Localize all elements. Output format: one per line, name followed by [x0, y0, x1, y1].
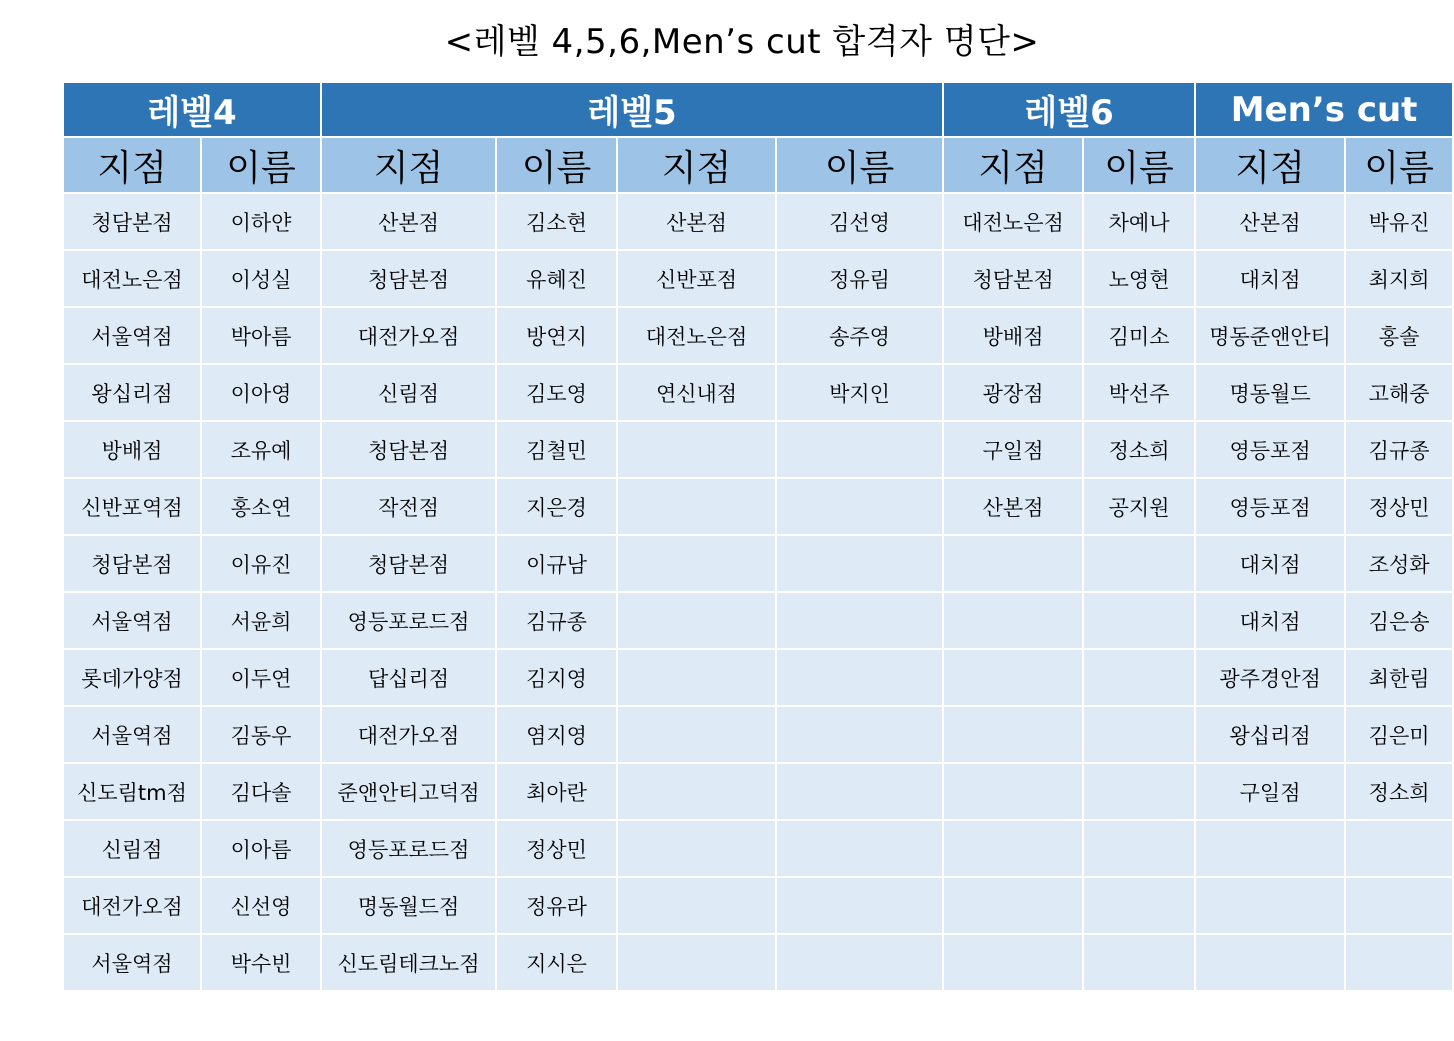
branch-cell: 대전노은점 — [617, 307, 776, 364]
name-cell — [776, 820, 943, 877]
branch-cell — [617, 820, 776, 877]
branch-cell: 산본점 — [943, 478, 1083, 535]
name-cell: 홍소연 — [201, 478, 321, 535]
name-cell: 이아름 — [201, 820, 321, 877]
branch-cell — [943, 535, 1083, 592]
branch-cell — [943, 820, 1083, 877]
name-cell: 신선영 — [201, 877, 321, 934]
branch-cell: 신도림테크노점 — [321, 934, 496, 991]
branch-cell: 청담본점 — [943, 250, 1083, 307]
name-cell — [1083, 877, 1195, 934]
name-cell: 김소현 — [496, 193, 617, 250]
name-cell: 김다솔 — [201, 763, 321, 820]
branch-cell: 왕십리점 — [63, 364, 201, 421]
branch-cell — [617, 649, 776, 706]
branch-cell: 답십리점 — [321, 649, 496, 706]
name-cell: 노영현 — [1083, 250, 1195, 307]
column-header-branch: 지점 — [617, 137, 776, 193]
column-header-branch: 지점 — [63, 137, 201, 193]
name-cell — [1345, 820, 1453, 877]
branch-cell — [943, 763, 1083, 820]
name-cell: 차예나 — [1083, 193, 1195, 250]
branch-cell — [943, 934, 1083, 991]
name-cell: 박유진 — [1345, 193, 1453, 250]
name-cell: 박수빈 — [201, 934, 321, 991]
table-row — [63, 820, 1453, 877]
branch-cell: 왕십리점 — [1195, 706, 1345, 763]
branch-cell: 신림점 — [321, 364, 496, 421]
branch-cell: 대치점 — [1195, 592, 1345, 649]
branch-cell — [1195, 934, 1345, 991]
branch-cell — [617, 535, 776, 592]
name-cell: 김동우 — [201, 706, 321, 763]
name-cell: 서윤희 — [201, 592, 321, 649]
branch-cell — [617, 934, 776, 991]
table-row — [63, 193, 1453, 250]
name-cell: 정상민 — [1345, 478, 1453, 535]
branch-cell — [617, 421, 776, 478]
name-cell: 이아영 — [201, 364, 321, 421]
branch-cell: 서울역점 — [63, 934, 201, 991]
column-header-branch: 지점 — [943, 137, 1083, 193]
name-cell — [776, 535, 943, 592]
name-cell: 유혜진 — [496, 250, 617, 307]
branch-cell: 연신내점 — [617, 364, 776, 421]
branch-cell: 서울역점 — [63, 592, 201, 649]
column-header-row — [63, 137, 1453, 193]
name-cell — [776, 706, 943, 763]
level-header-6: 레벨6 — [943, 82, 1195, 137]
name-cell — [1083, 592, 1195, 649]
branch-cell: 준앤안티고덕점 — [321, 763, 496, 820]
name-cell: 정유라 — [496, 877, 617, 934]
branch-cell — [943, 877, 1083, 934]
level-header-5: 레벨5 — [321, 82, 943, 137]
name-cell: 김도영 — [496, 364, 617, 421]
name-cell: 지시은 — [496, 934, 617, 991]
name-cell: 정유림 — [776, 250, 943, 307]
column-header-name: 이름 — [496, 137, 617, 193]
name-cell — [776, 592, 943, 649]
branch-cell: 청담본점 — [63, 193, 201, 250]
branch-cell: 대치점 — [1195, 535, 1345, 592]
name-cell: 정상민 — [496, 820, 617, 877]
branch-cell — [617, 763, 776, 820]
name-cell — [1345, 877, 1453, 934]
branch-cell: 명동준앤안티 — [1195, 307, 1345, 364]
branch-cell: 산본점 — [321, 193, 496, 250]
name-cell: 이하얀 — [201, 193, 321, 250]
name-cell: 정소희 — [1345, 763, 1453, 820]
table-row — [63, 535, 1453, 592]
branch-cell: 광장점 — [943, 364, 1083, 421]
branch-cell — [617, 478, 776, 535]
column-header-name: 이름 — [776, 137, 943, 193]
branch-cell: 신도림tm점 — [63, 763, 201, 820]
name-cell: 김지영 — [496, 649, 617, 706]
branch-cell: 대전노은점 — [943, 193, 1083, 250]
column-header-name: 이름 — [1083, 137, 1195, 193]
name-cell — [776, 934, 943, 991]
table-row — [63, 307, 1453, 364]
table-row — [63, 250, 1453, 307]
branch-cell: 서울역점 — [63, 706, 201, 763]
branch-cell — [1195, 820, 1345, 877]
branch-cell: 청담본점 — [63, 535, 201, 592]
name-cell: 김규종 — [1345, 421, 1453, 478]
name-cell — [1083, 535, 1195, 592]
name-cell: 방연지 — [496, 307, 617, 364]
branch-cell: 대전가오점 — [63, 877, 201, 934]
name-cell — [776, 763, 943, 820]
branch-cell: 산본점 — [617, 193, 776, 250]
branch-cell: 방배점 — [943, 307, 1083, 364]
name-cell: 이유진 — [201, 535, 321, 592]
branch-cell: 구일점 — [1195, 763, 1345, 820]
table-row — [63, 421, 1453, 478]
name-cell — [1083, 820, 1195, 877]
table-row — [63, 706, 1453, 763]
branch-cell: 영등포점 — [1195, 421, 1345, 478]
name-cell: 박아름 — [201, 307, 321, 364]
page-title: <레벨 4,5,6,Men’s cut 합격자 명단> — [444, 22, 1040, 62]
branch-cell: 대전가오점 — [321, 706, 496, 763]
name-cell: 박선주 — [1083, 364, 1195, 421]
name-cell: 김철민 — [496, 421, 617, 478]
name-cell — [776, 877, 943, 934]
name-cell — [776, 478, 943, 535]
passer-roster-table — [62, 81, 1454, 992]
table-row — [63, 763, 1453, 820]
name-cell: 지은경 — [496, 478, 617, 535]
branch-cell — [943, 592, 1083, 649]
name-cell: 이규남 — [496, 535, 617, 592]
name-cell: 김미소 — [1083, 307, 1195, 364]
level-header-4: 레벨4 — [63, 82, 321, 137]
column-header-branch: 지점 — [321, 137, 496, 193]
branch-cell — [617, 877, 776, 934]
branch-cell: 롯데가양점 — [63, 649, 201, 706]
branch-cell: 청담본점 — [321, 535, 496, 592]
branch-cell: 신림점 — [63, 820, 201, 877]
name-cell: 김은미 — [1345, 706, 1453, 763]
name-cell: 조성화 — [1345, 535, 1453, 592]
name-cell: 김규종 — [496, 592, 617, 649]
name-cell: 김선영 — [776, 193, 943, 250]
branch-cell: 영등포로드점 — [321, 592, 496, 649]
name-cell: 최지희 — [1345, 250, 1453, 307]
name-cell — [1083, 934, 1195, 991]
branch-cell: 구일점 — [943, 421, 1083, 478]
name-cell: 정소희 — [1083, 421, 1195, 478]
branch-cell — [943, 649, 1083, 706]
name-cell: 이두연 — [201, 649, 321, 706]
branch-cell: 작전점 — [321, 478, 496, 535]
name-cell: 송주영 — [776, 307, 943, 364]
branch-cell: 명동월드점 — [321, 877, 496, 934]
name-cell — [1083, 706, 1195, 763]
table-row — [63, 478, 1453, 535]
name-cell — [776, 649, 943, 706]
level-header-row — [63, 82, 1453, 137]
name-cell — [1083, 763, 1195, 820]
branch-cell — [943, 706, 1083, 763]
branch-cell: 청담본점 — [321, 250, 496, 307]
name-cell: 최한림 — [1345, 649, 1453, 706]
branch-cell — [1195, 877, 1345, 934]
branch-cell: 명동월드 — [1195, 364, 1345, 421]
branch-cell: 방배점 — [63, 421, 201, 478]
branch-cell: 신반포점 — [617, 250, 776, 307]
column-header-branch: 지점 — [1195, 137, 1345, 193]
name-cell — [1345, 934, 1453, 991]
level-header-mens-cut: Men’s cut — [1195, 82, 1453, 137]
name-cell: 공지원 — [1083, 478, 1195, 535]
name-cell: 최아란 — [496, 763, 617, 820]
branch-cell: 영등포로드점 — [321, 820, 496, 877]
branch-cell: 서울역점 — [63, 307, 201, 364]
branch-cell: 영등포점 — [1195, 478, 1345, 535]
table-row — [63, 877, 1453, 934]
name-cell: 김은송 — [1345, 592, 1453, 649]
branch-cell: 광주경안점 — [1195, 649, 1345, 706]
name-cell — [776, 421, 943, 478]
branch-cell — [617, 706, 776, 763]
table-row — [63, 364, 1453, 421]
branch-cell: 신반포역점 — [63, 478, 201, 535]
branch-cell: 대치점 — [1195, 250, 1345, 307]
table-row — [63, 592, 1453, 649]
branch-cell: 대전가오점 — [321, 307, 496, 364]
branch-cell — [617, 592, 776, 649]
branch-cell: 산본점 — [1195, 193, 1345, 250]
column-header-name: 이름 — [1345, 137, 1453, 193]
name-cell: 고해중 — [1345, 364, 1453, 421]
column-header-name: 이름 — [201, 137, 321, 193]
name-cell: 박지인 — [776, 364, 943, 421]
table-row — [63, 934, 1453, 991]
name-cell: 이성실 — [201, 250, 321, 307]
name-cell: 조유예 — [201, 421, 321, 478]
branch-cell: 청담본점 — [321, 421, 496, 478]
name-cell — [1083, 649, 1195, 706]
name-cell: 홍솔 — [1345, 307, 1453, 364]
table-row — [63, 649, 1453, 706]
branch-cell: 대전노은점 — [63, 250, 201, 307]
name-cell: 염지영 — [496, 706, 617, 763]
